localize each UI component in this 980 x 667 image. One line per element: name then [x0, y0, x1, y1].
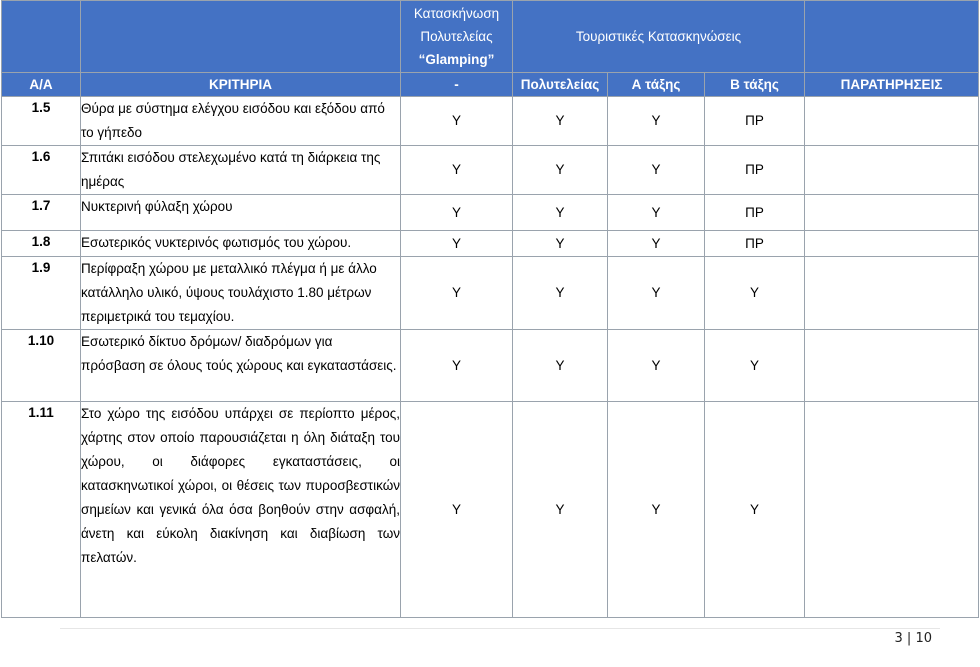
row-luxury-value: Υ [513, 146, 608, 195]
row-criteria: Εσωτερικός νυκτερινός φωτισμός του χώρου. [81, 231, 401, 257]
row-id: 1.11 [2, 402, 81, 618]
table-row [2, 97, 979, 146]
row-a-class-value: Υ [608, 231, 705, 257]
row-luxury-value: Υ [513, 231, 608, 257]
row-luxury-value: Υ [513, 97, 608, 146]
row-glamping-value: Υ [401, 146, 513, 195]
row-criteria: Νυκτερινή φύλαξη χώρου [81, 195, 401, 231]
row-id: 1.10 [2, 330, 81, 402]
footer-divider [60, 628, 940, 629]
row-glamping-value: Υ [401, 330, 513, 402]
row-notes [805, 97, 979, 146]
row-id: 1.5 [2, 97, 81, 146]
row-a-class-value: Υ [608, 97, 705, 146]
page-number: 3 | 10 [894, 631, 932, 646]
column-header: Α/Α [2, 73, 81, 97]
header-empty-cell [81, 1, 401, 73]
header-empty-cell [2, 1, 81, 73]
row-id: 1.8 [2, 231, 81, 257]
row-glamping-value: Υ [401, 195, 513, 231]
table-row [2, 257, 979, 330]
header-glamping-line: Κατασκήνωση [413, 6, 500, 21]
table-row [2, 195, 979, 231]
column-header: Α τάξης [608, 73, 705, 97]
row-luxury-value: Υ [513, 330, 608, 402]
row-notes [805, 195, 979, 231]
header-glamping-line: Πολυτελείας [420, 29, 493, 44]
row-a-class-value: Υ [608, 402, 705, 618]
row-id: 1.6 [2, 146, 81, 195]
table-row [2, 330, 979, 402]
row-a-class-value: Υ [608, 257, 705, 330]
header-group-row [2, 1, 979, 73]
header-columns-row [2, 73, 979, 97]
column-header: ΚΡΙΤΗΡΙΑ [81, 73, 401, 97]
row-luxury-value: Υ [513, 402, 608, 618]
row-notes [805, 330, 979, 402]
row-a-class-value: Υ [608, 146, 705, 195]
table-row [2, 231, 979, 257]
row-glamping-value: Υ [401, 97, 513, 146]
row-luxury-value: Υ [513, 257, 608, 330]
row-notes [805, 402, 979, 618]
row-notes [805, 231, 979, 257]
row-criteria: Θύρα με σύστημα ελέγχου εισόδου και εξόδου από το γήπεδο [81, 97, 401, 146]
row-id: 1.7 [2, 195, 81, 231]
row-glamping-value: Υ [401, 231, 513, 257]
row-luxury-value: Υ [513, 195, 608, 231]
row-criteria: Περίφραξη χώρου με μεταλλικό πλέγμα ή με άλλο κατάλληλο υλικό, ύψους τουλάχιστο 1.80 μέτρων περιμετρικά του τεμαχίου. [81, 257, 401, 330]
table-row [2, 402, 979, 618]
header-touristic: Τουριστικές Κατασκηνώσεις [513, 1, 805, 73]
row-notes [805, 257, 979, 330]
header-glamping [401, 1, 513, 73]
header-glamping-line: “Glamping” [418, 52, 495, 67]
row-b-class-value: Υ [705, 402, 805, 618]
row-b-class-value: Υ [705, 257, 805, 330]
row-b-class-value: ΠΡ [705, 195, 805, 231]
column-header: Πολυτελείας [513, 73, 608, 97]
row-b-class-value: Υ [705, 330, 805, 402]
row-glamping-value: Υ [401, 402, 513, 618]
row-glamping-value: Υ [401, 257, 513, 330]
row-criteria: Στο χώρο της εισόδου υπάρχει σε περίοπτο μέρος, χάρτης στον οποίο παρουσιάζεται η όλη διάταξη του χώρου, οι διάφορες εγκαταστάσεις, οι κατασκηνωτικοί χώροι, οι θέσεις των πυροσβεστικών σημείων και γενικά όλα όσα βοηθούν στην ασφαλή, άνετη και εύκολη διακίνηση και διαβίωση των πελατών. [81, 402, 401, 618]
header-empty-cell [805, 1, 979, 73]
table-row [2, 146, 979, 195]
criteria-table [1, 0, 979, 618]
row-b-class-value: ΠΡ [705, 146, 805, 195]
row-b-class-value: ΠΡ [705, 231, 805, 257]
row-b-class-value: ΠΡ [705, 97, 805, 146]
row-notes [805, 146, 979, 195]
row-a-class-value: Υ [608, 195, 705, 231]
row-criteria: Εσωτερικό δίκτυο δρόμων/ διαδρόμων για πρόσβαση σε όλους τούς χώρους και εγκαταστάσεις. [81, 330, 401, 402]
column-header: - [401, 73, 513, 97]
column-header: Β τάξης [705, 73, 805, 97]
row-id: 1.9 [2, 257, 81, 330]
row-criteria: Σπιτάκι εισόδου στελεχωμένο κατά τη διάρκεια της ημέρας [81, 146, 401, 195]
row-a-class-value: Υ [608, 330, 705, 402]
column-header: ΠΑΡΑΤΗΡΗΣΕΙΣ [805, 73, 979, 97]
